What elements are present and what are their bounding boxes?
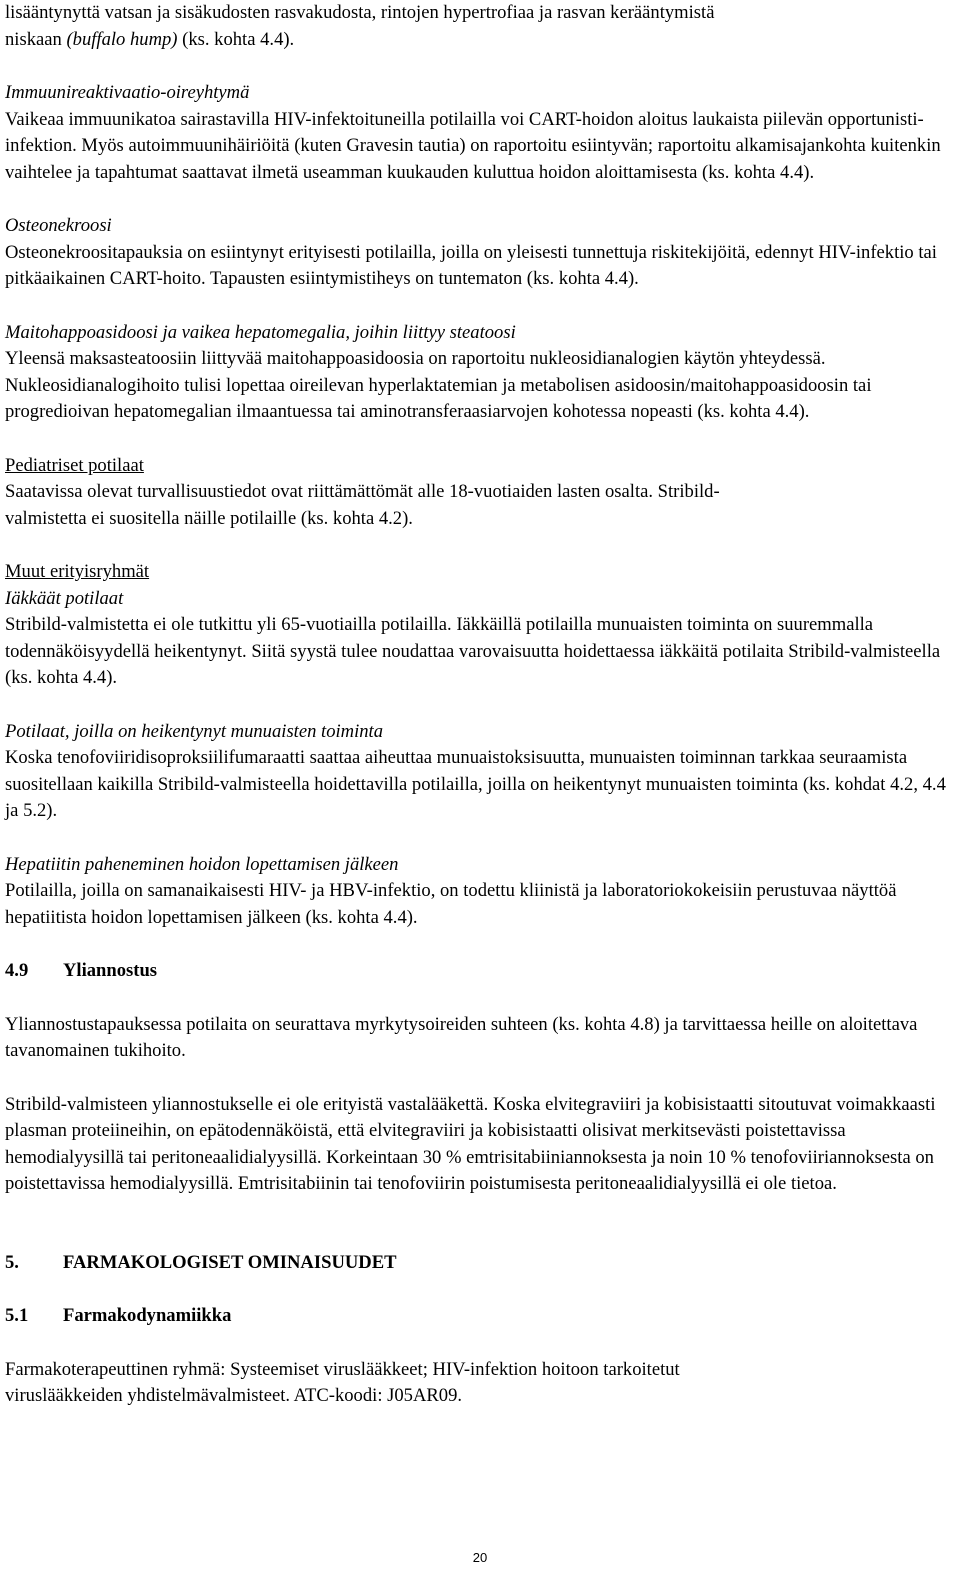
lactic-section (5, 320, 960, 426)
pediatric-title: Pediatriset potilaat (5, 454, 144, 476)
hepatitis-text: Potilailla, joilla on samanaikaisesti HIV- ja HBV-infektio, on todettu kliinistä ja laboratoriokokeisiin perustuvaa näyttöä hepatiitista hoidon lopettamisen jälkeen (ks. kohta 4.4). (5, 880, 897, 928)
renal-text: Koska tenofoviiridisoproksiilifumaraatti saattaa aiheuttaa munuaistoksisuutta, munuaisten toiminnan tarkkaa seuraamista suositellaan kaikilla Stribild-valmisteella hoidettavilla potilailla, joilla on heikentynyt munuaisten toiminta (ks. kohdat 4.2, 4.4 ja 5.2). (5, 747, 946, 821)
pediatric-section (5, 453, 960, 533)
overdose-paragraph-1 (5, 1012, 960, 1065)
section51-heading (5, 1303, 960, 1330)
osteo-section (5, 213, 960, 293)
section5-number: 5. (5, 1251, 19, 1273)
overdose-title: Yliannostus (63, 960, 158, 981)
section51-line-1: Farmakoterapeuttinen ryhmä: Systeemiset viruslääkkeet; HIV-infektion hoitoon tarkoitetut (5, 1358, 680, 1380)
pediatric-line-1: Saatavissa olevat turvallisuustiedot ovat riittämättömät alle 18-vuotiaiden lasten osalta. Stribild- (5, 481, 720, 502)
elderly-title: Iäkkäät potilaat (5, 587, 124, 609)
immune-title: Immuunireaktivaatio-oireyhtymä (5, 82, 250, 103)
pediatric-line-2: valmistetta ei suositella näille potilaille (ks. kohta 4.2). (5, 507, 413, 529)
section51-paragraph (5, 1357, 960, 1410)
immune-section (5, 80, 960, 186)
osteo-text: Osteonekroositapauksia on esiintynyt erityisesti potilailla, joilla on yleisesti tunnettuja riskitekijöitä, edennyt HIV-infektio tai pitkäaikainen CART-hoito. Tapausten esiintymistiheys on tuntematon (ks. kohta 4.4). (5, 241, 937, 289)
overdose-heading (5, 958, 960, 985)
intro-line-2-post: (ks. kohta 4.4). (177, 28, 295, 50)
renal-title: Potilaat, joilla on heikentynyt munuaisten toiminta (5, 720, 384, 742)
overdose-paragraph-2 (5, 1092, 960, 1198)
section51-line-2: viruslääkkeiden yhdistelmävalmisteet. ATC-koodi: J05AR09. (5, 1385, 463, 1406)
other-groups-section (5, 559, 960, 692)
intro-paragraph (5, 0, 960, 53)
page-number: 20 (472, 1550, 488, 1565)
lactic-text: Yleensä maksasteatoosiin liittyvää maitohappoasidoosia on raportoitu nukleosidianalogien käytön yhteydessä. Nukleosidianalogihoito tulisi lopettaa oireilevan hyperlaktatemian ja metabolisen asidoosin/maitohappoasidoosin tai progredioivan hepatomegalian ilmaantuessa tai aminotransferaasiarvojen kohotessa nopeasti (ks. kohta 4.4). (5, 348, 872, 422)
immune-text: Vaikeaa immuunikatoa sairastavilla HIV-infektoituneilla potilailla voi CART-hoidon aloitus laukaista piilevän opportunisti-infektion. Myös autoimmuunihäiriöitä (kuten Gravesin tautia) on raportoitu esiintyvän; raportoitu alkamisajankohta kuitenkin vaihtelee ja tapahtumat saattavat ilmetä useamman kuukauden kuluttua hoidon aloittamisesta (ks. kohta 4.4). (5, 108, 941, 183)
section5-heading (5, 1250, 960, 1277)
intro-line-1: lisääntynyttä vatsan ja sisäkudosten rasvakudosta, rintojen hypertrofiaa ja rasvan kerääntymistä (5, 2, 715, 23)
section5-title: FARMAKOLOGISET OMINAISUUDET (63, 1251, 397, 1273)
overdose-number: 4.9 (5, 960, 29, 981)
intro-line-2-pre: niskaan (5, 28, 67, 50)
elderly-text: Stribild-valmistetta ei ole tutkittu yli 65-vuotiailla potilailla. Iäkkäillä potilailla munuaisten toiminta on suuremmalla todennäköisyydellä heikentynyt. Siitä syystä tulee noudattaa varovaisuutta hoidettaessa iäkkäitä potilaita Stribild-valmisteella (ks. kohta 4.4). (5, 614, 941, 688)
lactic-title: Maitohappoasidoosi ja vaikea hepatomegalia, joihin liittyy steatoosi (5, 321, 516, 343)
document-page (5, 0, 960, 1410)
other-groups-title: Muut erityisryhmät (5, 561, 150, 582)
hepatitis-section (5, 852, 960, 932)
section51-number: 5.1 (5, 1305, 29, 1326)
section51-title: Farmakodynamiikka (63, 1305, 232, 1326)
osteo-title: Osteonekroosi (5, 215, 112, 236)
overdose-text-1: Yliannostustapauksessa potilaita on seurattava myrkytysoireiden suhteen (ks. kohta 4.8) ja tarvittaessa heille on aloitettava tavanomainen tukihoito. (5, 1013, 918, 1061)
hepatitis-title: Hepatiitin paheneminen hoidon lopettamisen jälkeen (5, 853, 399, 875)
intro-line-2-italic: (buffalo hump) (66, 28, 178, 50)
renal-section (5, 719, 960, 825)
intro-line-2 (5, 27, 960, 54)
overdose-text-2: Stribild-valmisteen yliannostukselle ei ole erityistä vastalääkettä. Koska elvitegraviiri ja kobisistaatti sitoutuvat voimakkaasti plasman proteiineihin, on epätodennäköistä, että elvitegraviiri ja kobisistaatti olisivat merkitsevästi poistettavissa hemodialyysillä tai peritoneaalidialyysillä. Korkeintaan 30 % emtrisitabiiniannoksesta ja noin 10 % tenofoviiriannoksesta on poistettavissa hemodialyysillä. Emtrisitabiinin tai tenofoviirin poistumisesta peritoneaalidialyysillä ei ole tietoa. (5, 1093, 936, 1194)
